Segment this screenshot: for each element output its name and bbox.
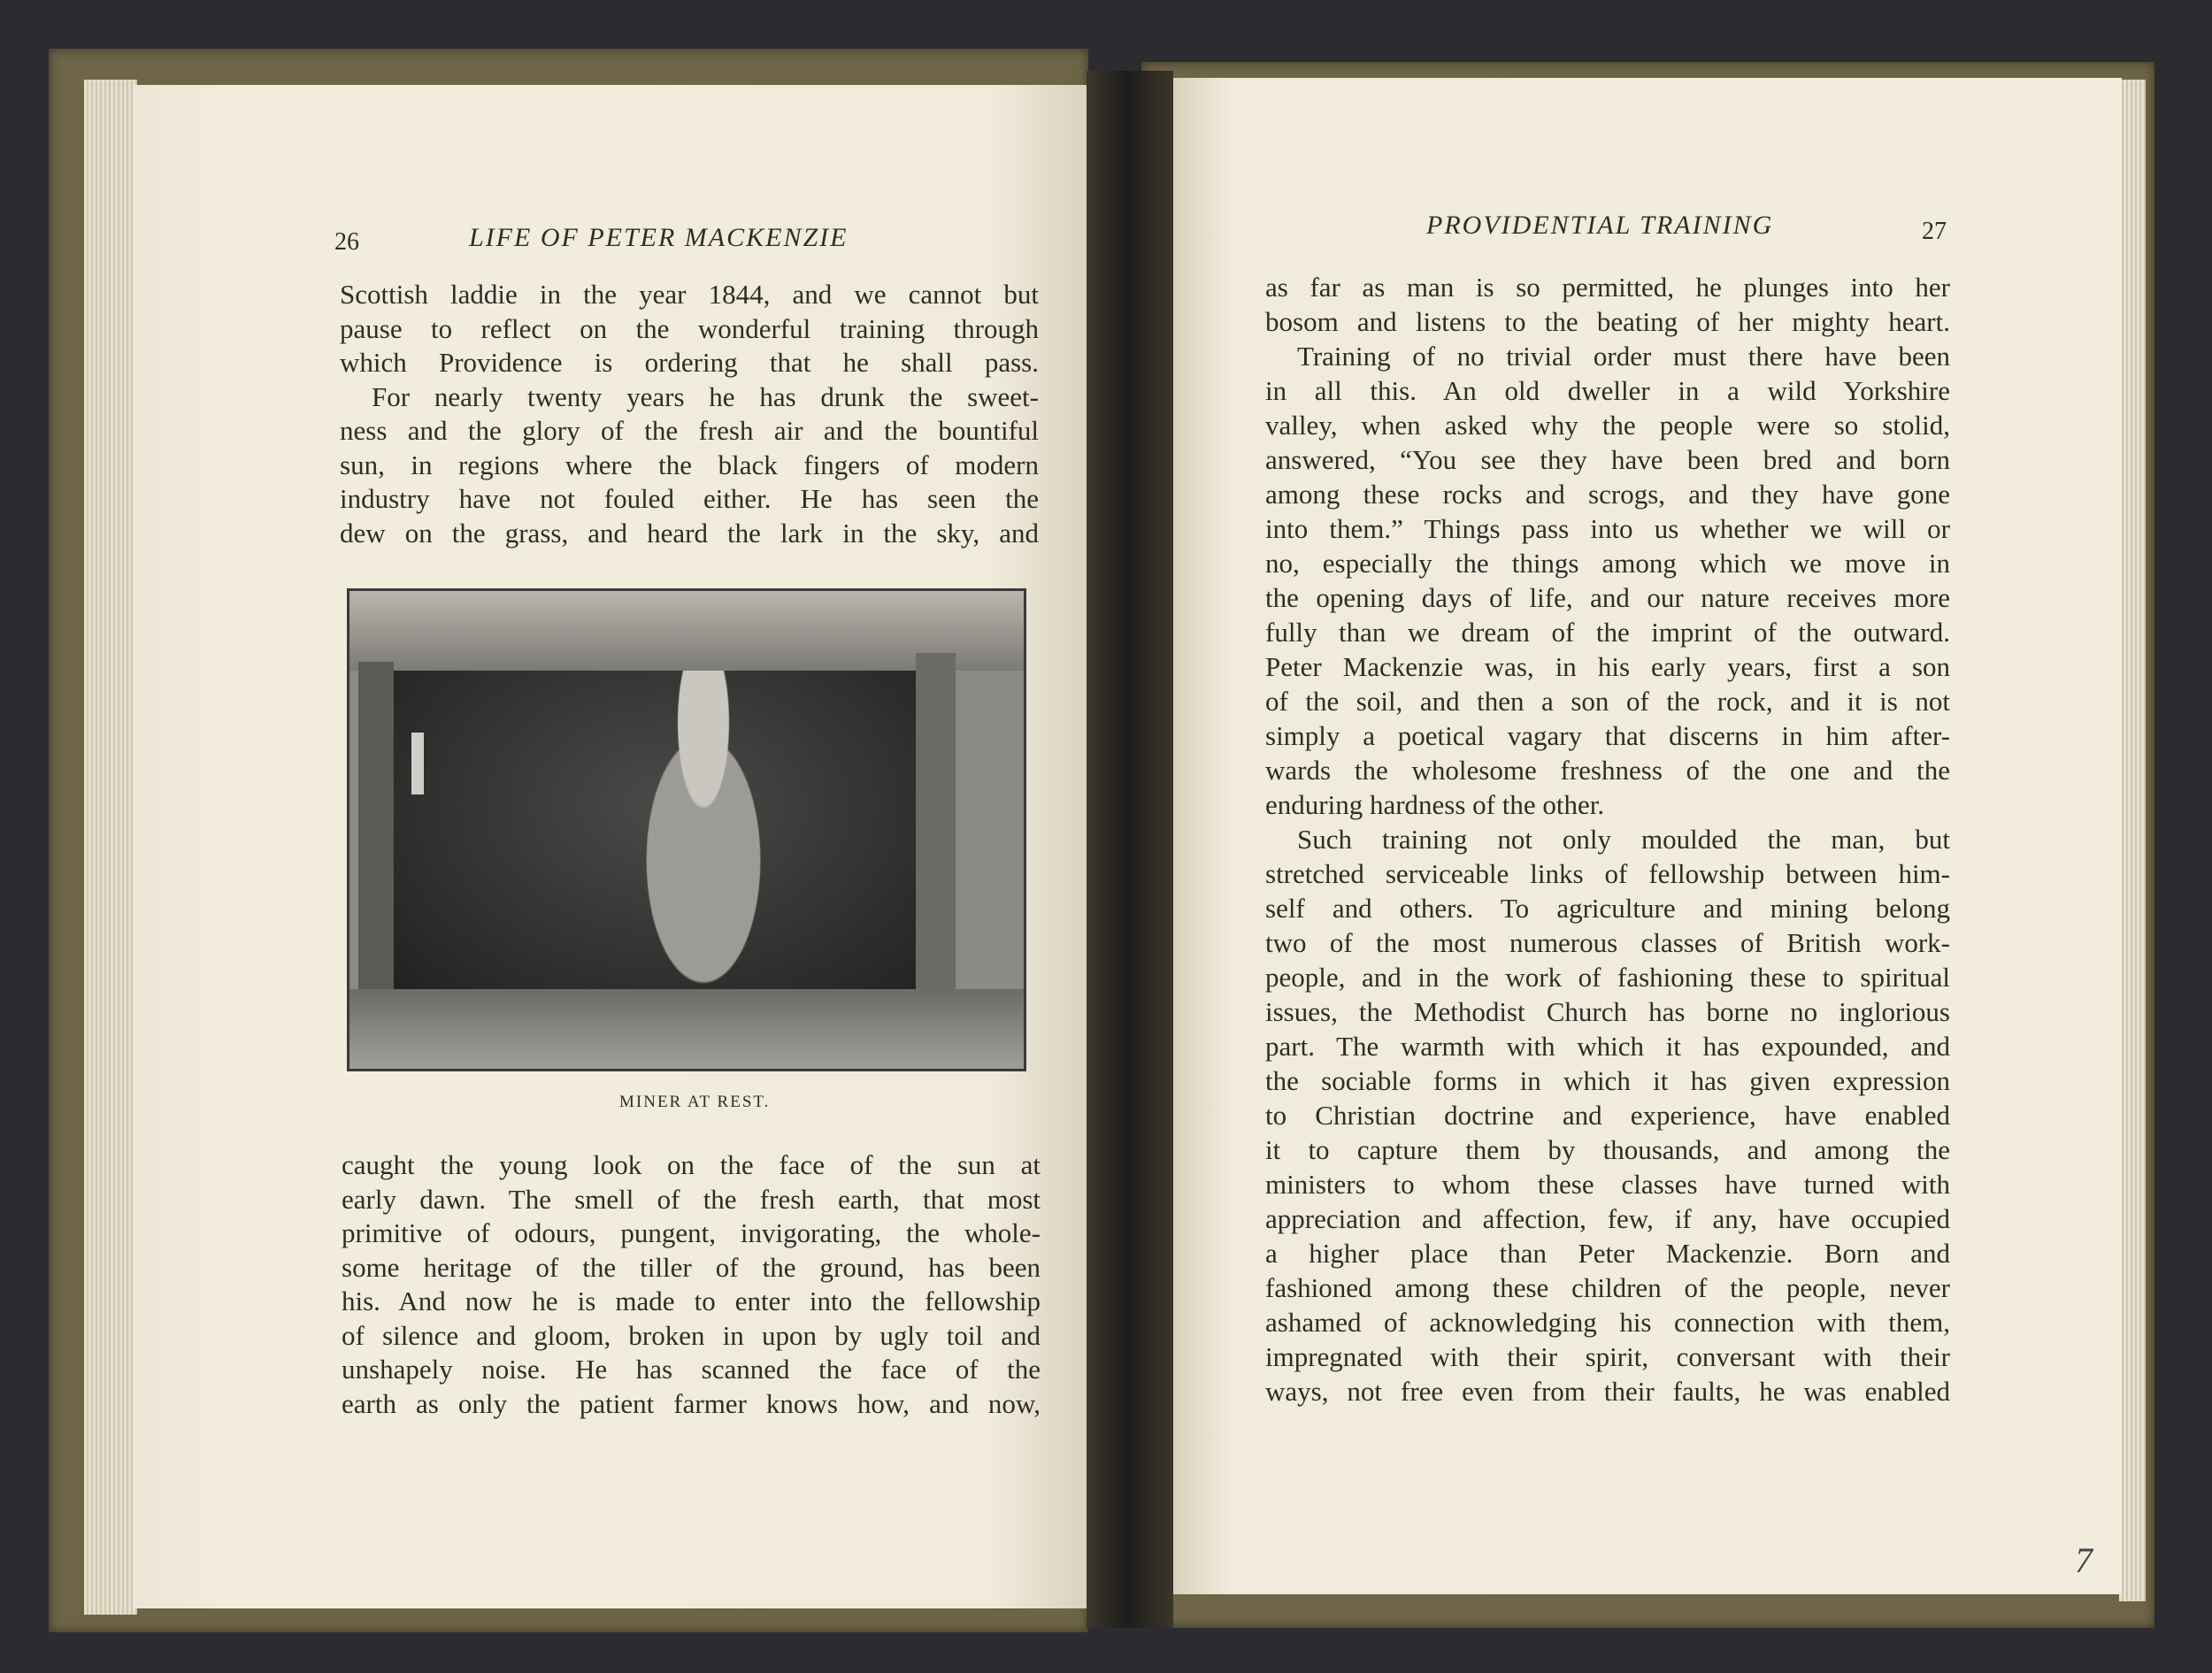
page-edges-right <box>2119 80 2146 1601</box>
text-line: Peter Mackenzie was, in his early years, first a son <box>1265 651 1950 682</box>
text-line: Training of no trivial order must there have been <box>1297 341 1950 372</box>
mine-floor <box>349 989 1024 1069</box>
text-line: it to capture them by thousands, and among the <box>1265 1134 1950 1165</box>
text-line: primitive of odours, pungent, invigorating, the whole- <box>342 1217 1041 1248</box>
text-line: simply a poetical vagary that discerns in him after- <box>1265 720 1950 751</box>
text-line: Such training not only moulded the man, but <box>1297 824 1950 855</box>
timber-post-left <box>358 662 394 998</box>
text-line: Scottish laddie in the year 1844, and we cannot but <box>340 279 1039 310</box>
page-edges-left <box>84 80 137 1615</box>
timber-post-right <box>916 653 956 989</box>
text-line: impregnated with their spirit, conversant with their <box>1265 1341 1950 1372</box>
text-line: pause to reflect on the wonderful training through <box>340 312 1039 344</box>
text-line: For nearly twenty years he has drunk the sweet- <box>372 380 1039 412</box>
text-line: two of the most numerous classes of British work- <box>1265 927 1950 958</box>
text-line: unshapely noise. He has scanned the face of the <box>342 1354 1041 1385</box>
text-line: people, and in the work of fashioning these to spiritual <box>1265 962 1950 993</box>
page-number: 27 <box>1922 218 1947 245</box>
text-line: some heritage of the tiller of the ground, has been <box>342 1251 1041 1283</box>
text-line: which Providence is ordering that he shall pass. <box>340 347 1039 378</box>
text-line: ways, not free even from their faults, he was enabled <box>1265 1376 1950 1407</box>
miner-photo <box>347 588 1026 1071</box>
text-line: industry have not fouled either. He has seen the <box>340 483 1039 514</box>
text-line: of the soil, and then a son of the rock, and it is not <box>1265 686 1950 717</box>
text-line: wards the wholesome freshness of the one and the <box>1265 755 1950 786</box>
text-line: of silence and gloom, broken in upon by ugly toil and <box>342 1319 1041 1351</box>
running-head: LIFE OF PETER MACKENZIE <box>469 223 849 252</box>
text-line: early dawn. The smell of the fresh earth, that most <box>342 1183 1041 1215</box>
text-line: the opening days of life, and our nature receives more <box>1265 582 1950 613</box>
mine-lamp <box>411 733 424 794</box>
text-line: answered, “You see they have been bred and born <box>1265 444 1950 475</box>
text-line: fully than we dream of the imprint of the outward. <box>1265 617 1950 648</box>
text-line: appreciation and affection, few, if any, have occupied <box>1265 1203 1950 1234</box>
text-line: a higher place than Peter Mackenzie. Born and <box>1265 1238 1950 1269</box>
text-line: self and others. To agriculture and mining belong <box>1265 893 1950 924</box>
text-line: earth as only the patient farmer knows how, and now, <box>342 1387 1041 1419</box>
text-line: issues, the Methodist Church has borne no inglorious <box>1265 996 1950 1027</box>
text-line: into them.” Things pass into us whether we will or <box>1265 513 1950 544</box>
text-line: in all this. An old dweller in a wild Yorkshire <box>1265 375 1950 406</box>
text-line: ness and the glory of the fresh air and the bountiful <box>340 415 1039 446</box>
text-line: fashioned among these children of the people, never <box>1265 1272 1950 1303</box>
text-line: dew on the grass, and heard the lark in the sky, and <box>340 517 1039 549</box>
text-line: ministers to whom these classes have turned with <box>1265 1169 1950 1200</box>
text-line: to Christian doctrine and experience, have enabled <box>1265 1100 1950 1131</box>
text-line: caught the young look on the face of the sun at <box>342 1149 1041 1180</box>
pencil-folio-mark: 7 <box>2075 1540 2093 1580</box>
text-line: his. And now he is made to enter into the fellowship <box>342 1285 1041 1316</box>
text-line: no, especially the things among which we move in <box>1265 548 1950 579</box>
text-line: valley, when asked why the people were so stolid, <box>1265 410 1950 441</box>
miner-figure <box>615 671 792 1016</box>
text-line: among these rocks and scrogs, and they have gone <box>1265 479 1950 510</box>
text-line: as far as man is so permitted, he plunges into her <box>1265 272 1950 303</box>
text-line: part. The warmth with which it has expounded, and <box>1265 1031 1950 1062</box>
text-line: the sociable forms in which it has given expression <box>1265 1065 1950 1096</box>
page-number: 26 <box>334 228 359 256</box>
text-line: enduring hardness of the other. <box>1265 789 1605 820</box>
text-line: stretched serviceable links of fellowship between him- <box>1265 858 1950 889</box>
text-line: ashamed of acknowledging his connection with them, <box>1265 1307 1950 1338</box>
running-head: PROVIDENTIAL TRAINING <box>1426 211 1774 240</box>
photo-caption: MINER AT REST. <box>619 1093 771 1111</box>
text-line: bosom and listens to the beating of her mighty heart. <box>1265 306 1950 337</box>
book-gutter <box>1087 71 1173 1628</box>
text-line: sun, in regions where the black fingers of modern <box>340 449 1039 480</box>
